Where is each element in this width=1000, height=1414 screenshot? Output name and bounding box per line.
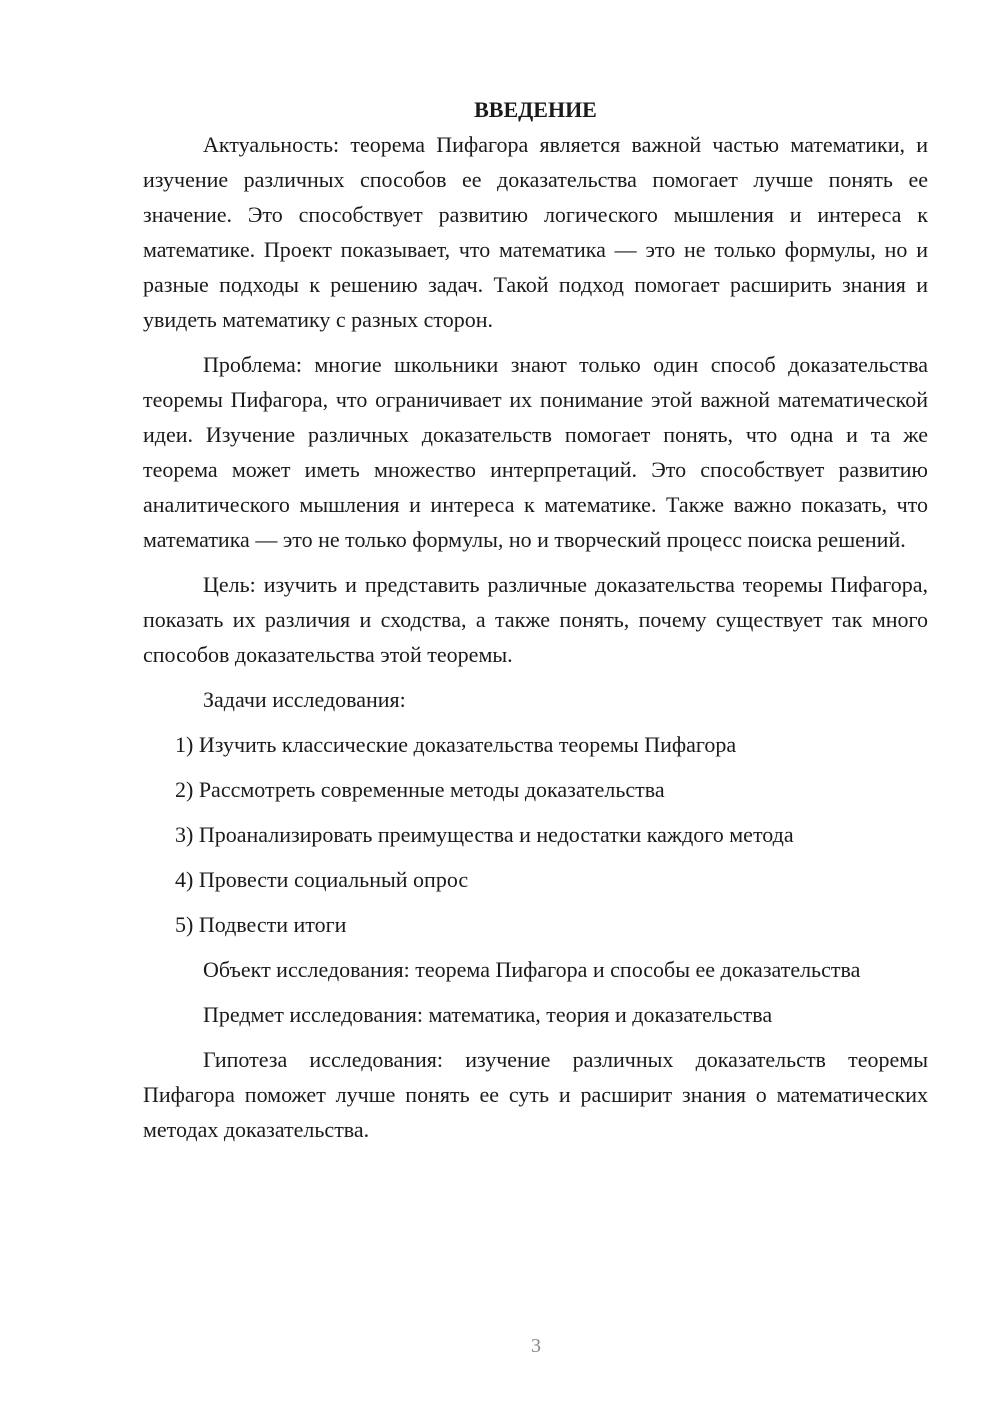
relevance-paragraph: Актуальность: теорема Пифагора является важной частью математики, и изучение различных способов ее доказательства помогает лучше понять ее значение. Это способствует развитию логического мышления и интереса к математике. Проект показывает, что математика — это не только формулы, но и разные подходы к решению задач. Такой подход помогает расширить знания и увидеть математику с разных сторон. [143,132,928,332]
list-item: 4) Провести социальный опрос [175,867,469,892]
page-number: 3 [531,1335,541,1357]
problem-paragraph: Проблема: многие школьники знают только один способ доказательства теоремы Пифагора, что ограничивает их понимание этой важной математической идеи. Изучение различных доказательств помогает понять, что одна и та же теорема может иметь множество интерпретаций. Это способствует развитию аналитического мышления и интереса к математике. Также важно показать, что математика — это не только формулы, но и творческий процесс поиска решений. [143,352,928,552]
list-item: 5) Подвести итоги [175,912,347,937]
object-paragraph: Объект исследования: теорема Пифагора и способы ее доказательства [203,957,861,982]
document-page [143,92,928,1147]
list-item: 1) Изучить классические доказательства теоремы Пифагора [175,732,737,757]
list-item: 3) Проанализировать преимущества и недостатки каждого метода [175,822,794,847]
tasks-heading: Задачи исследования: [203,687,406,712]
subject-paragraph: Предмет исследования: математика, теория и доказательства [203,1002,773,1027]
goal-paragraph: Цель: изучить и представить различные доказательства теоремы Пифагора, показать их различия и сходства, а также понять, почему существует так много способов доказательства этой теоремы. [143,572,928,667]
hypothesis-paragraph: Гипотеза исследования: изучение различных доказательств теоремы Пифагора поможет лучше понять ее суть и расширит знания о математических методах доказательства. [143,1047,928,1142]
list-item: 2) Рассмотреть современные методы доказательства [175,777,665,802]
page-title: ВВЕДЕНИЕ [474,97,597,122]
